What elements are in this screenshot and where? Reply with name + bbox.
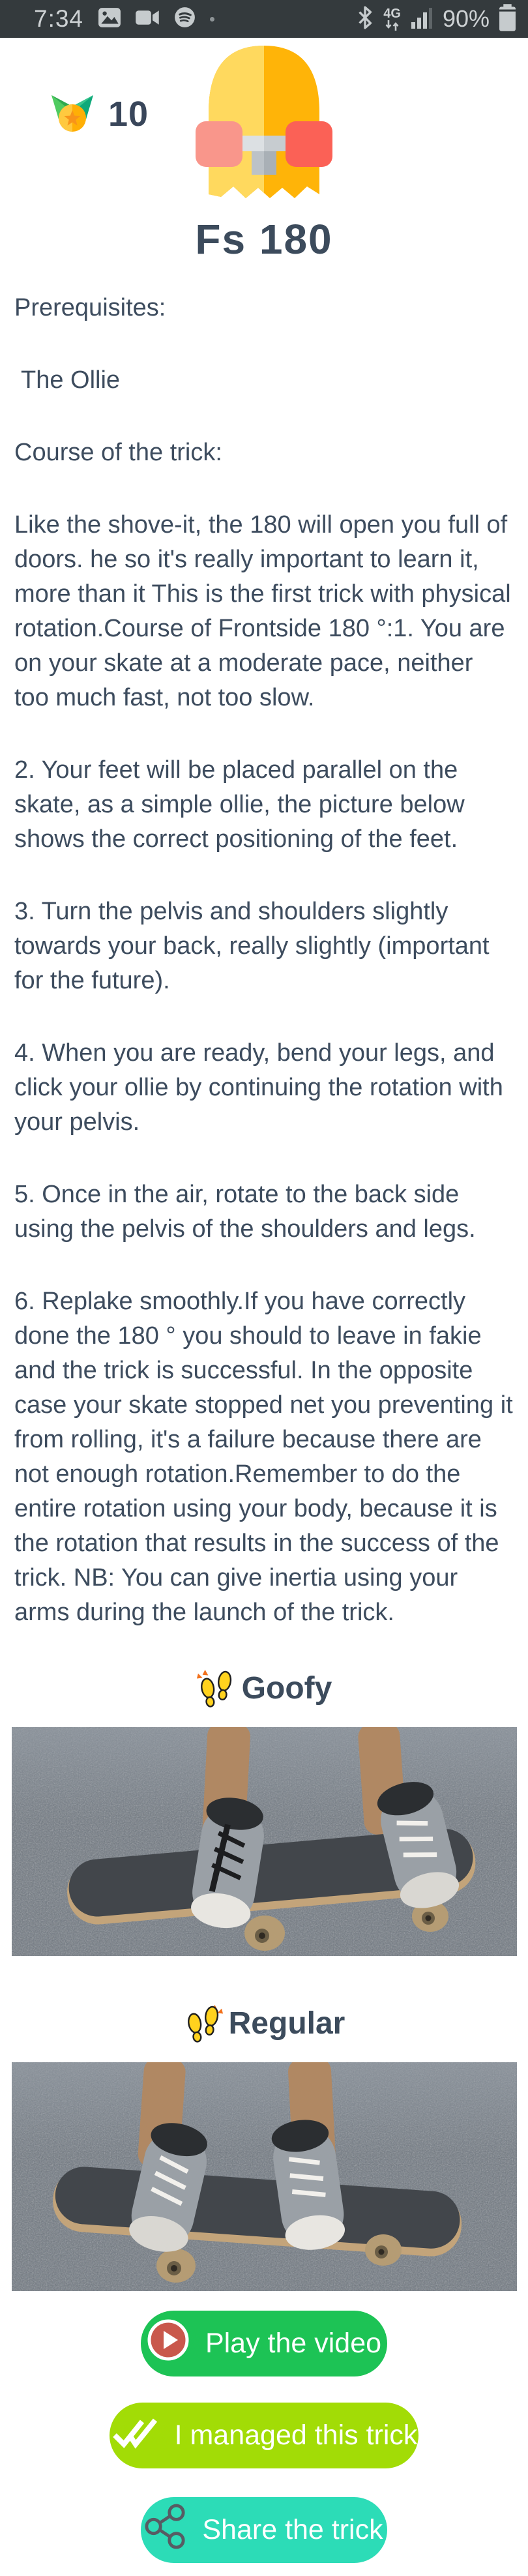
score-badge bbox=[51, 91, 149, 136]
footprints-icon bbox=[183, 2003, 224, 2048]
play-video-label: Play the video bbox=[205, 2328, 382, 2359]
double-check-icon bbox=[111, 2413, 159, 2458]
prerequisites-heading: Prerequisites: bbox=[14, 294, 166, 321]
footprints-icon bbox=[196, 1668, 237, 1713]
prerequisite-item: The Ollie bbox=[21, 366, 121, 394]
bluetooth-icon bbox=[356, 5, 374, 33]
managed-trick-button[interactable] bbox=[110, 2403, 418, 2468]
share-trick-button[interactable] bbox=[141, 2497, 387, 2563]
score-value: 10 bbox=[108, 94, 149, 134]
action-buttons bbox=[0, 2311, 528, 2563]
step-4-paragraph: 4. When you are ready, bend your legs, and click your ollie by continuing the rotation with your pelvis. bbox=[14, 1039, 503, 1136]
gallery-notification-icon bbox=[98, 7, 121, 31]
page-title: Fs 180 bbox=[195, 216, 333, 263]
skateboard-deck-icon bbox=[196, 40, 332, 212]
network-type-label: 4G bbox=[383, 7, 401, 21]
spotify-icon bbox=[174, 7, 196, 31]
screen-record-icon bbox=[136, 8, 160, 30]
goofy-stance-photo bbox=[12, 1727, 517, 1956]
status-bar bbox=[0, 0, 528, 38]
regular-label-text: Regular bbox=[228, 2006, 345, 2041]
step-5-paragraph: 5. Once in the air, rotate to the back side using the pelvis of the shoulders and legs. bbox=[14, 1181, 476, 1243]
regular-stance-label bbox=[0, 2003, 528, 2048]
share-trick-label: Share the trick bbox=[202, 2514, 383, 2545]
clock-text: 7:34 bbox=[34, 5, 84, 32]
managed-trick-label: I managed this trick bbox=[174, 2420, 418, 2451]
medal-icon bbox=[51, 91, 94, 136]
regular-stance-photo bbox=[12, 2062, 517, 2291]
trick-description bbox=[0, 270, 528, 1630]
trick-header bbox=[0, 38, 528, 209]
play-icon bbox=[147, 2318, 190, 2369]
step-3-paragraph: 3. Turn the pelvis and shoulders slightly towards your back, really slightly (important for the future). bbox=[14, 898, 490, 994]
notification-dot-icon bbox=[210, 17, 214, 22]
battery-icon bbox=[499, 4, 516, 35]
play-video-button[interactable] bbox=[141, 2311, 387, 2376]
goofy-stance-label bbox=[0, 1668, 528, 1713]
data-arrows-icon bbox=[384, 20, 401, 31]
step-6-paragraph: 6. Replake smoothly.If you have correctly done the 180 ° you should to leave in fakie and the trick is successful. In the opposite case your skate stopped net you preventing it from rolling, it's a failure because there are not enough rotation.Remember to do the entire rotation using your body, because it is the rotation that results in the success of the trick. NB: You can give inertia using your arms during the launch of the trick. bbox=[14, 1288, 513, 1626]
course-intro-paragraph: Like the shove-it, the 180 will open you full of doors. he so it's really important to learn it, more than it This is the first trick with physical rotation.Course of Frontside 180 °:1. You are on your skate at a moderate pace, neither too much fast, not too slow. bbox=[14, 511, 511, 711]
mobile-network-indicator bbox=[383, 7, 401, 31]
battery-percent-text: 90% bbox=[442, 5, 490, 32]
status-bar-left bbox=[34, 5, 214, 33]
course-heading: Course of the trick: bbox=[14, 439, 222, 466]
share-icon bbox=[145, 2504, 186, 2556]
status-bar-right bbox=[356, 4, 516, 35]
goofy-label-text: Goofy bbox=[241, 1671, 332, 1706]
step-2-paragraph: 2. Your feet will be placed parallel on the skate, as a simple ollie, the picture below shows the correct positioning of the feet. bbox=[14, 756, 465, 853]
signal-strength-icon bbox=[410, 5, 433, 33]
